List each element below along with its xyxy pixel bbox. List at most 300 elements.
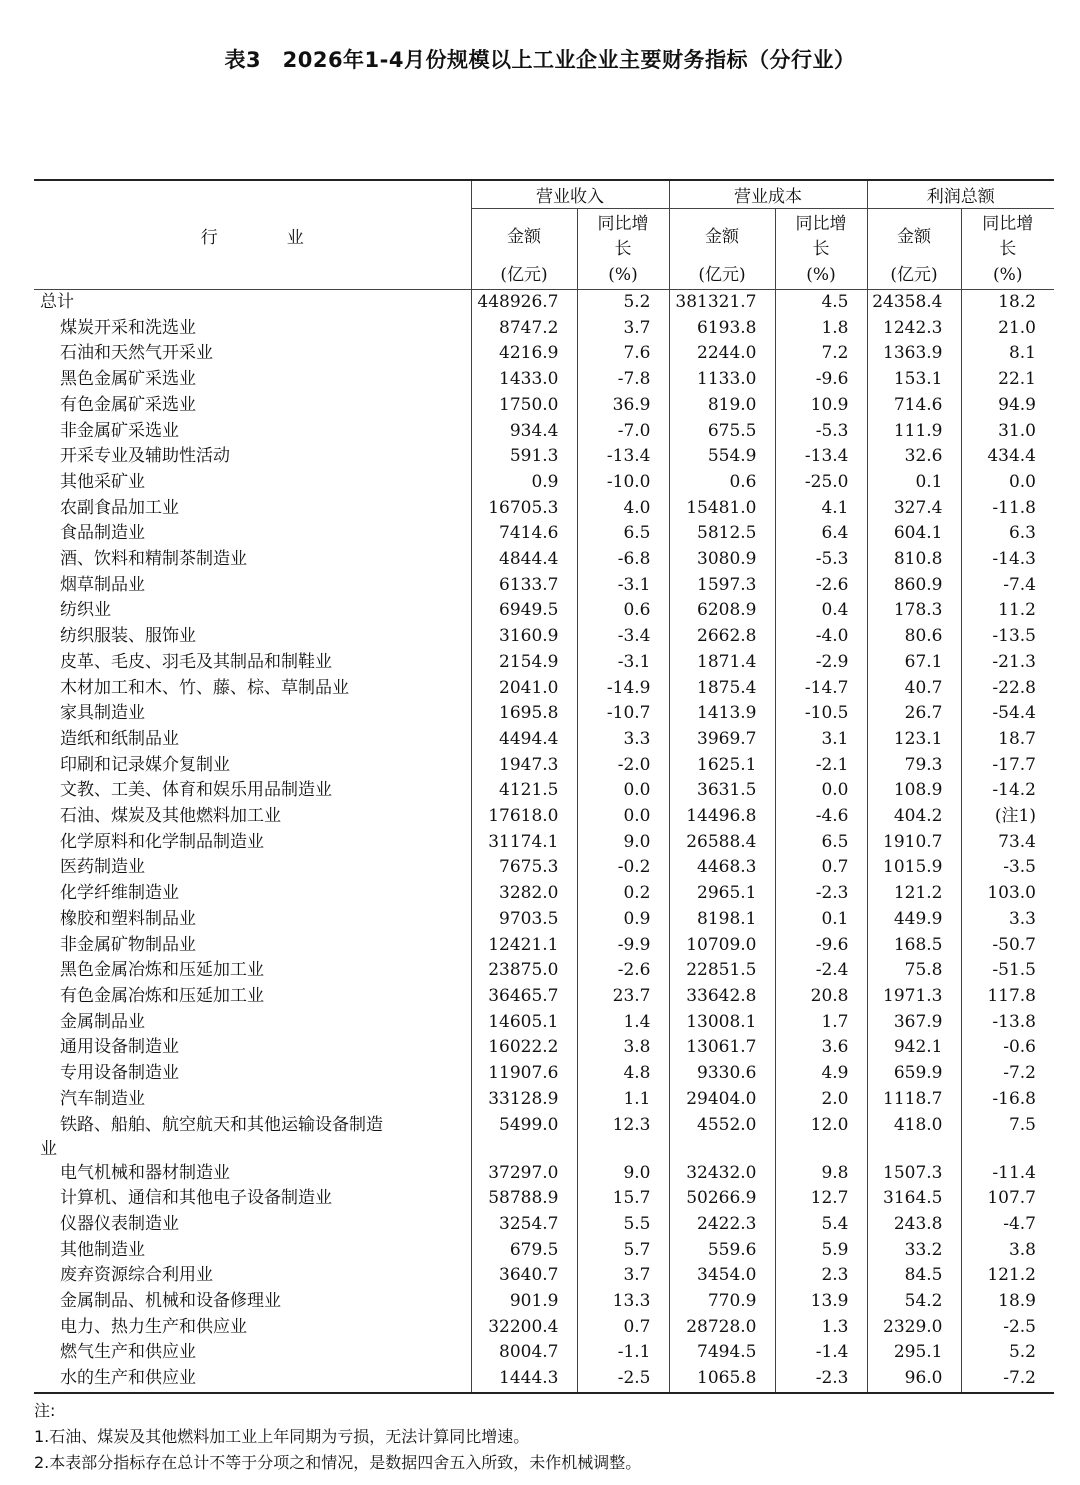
cost-amount-cell: 29404.0: [669, 1087, 775, 1113]
table-row: [34, 547, 1054, 573]
profit-growth-cell: -7.2: [961, 1061, 1054, 1087]
cost-amount-cell: 9330.6: [669, 1061, 775, 1087]
revenue-amount-cell: 8747.2: [471, 316, 577, 342]
profit-growth-cell: -51.5: [961, 958, 1054, 984]
profit-growth-cell: -2.5: [961, 1315, 1054, 1341]
table-row: [34, 933, 1054, 959]
profit-growth-cell: 18.2: [961, 290, 1054, 316]
profit-growth-cell: 0.0: [961, 470, 1054, 496]
revenue-amount-cell: 591.3: [471, 444, 577, 470]
cost-growth-cell: -25.0: [775, 470, 867, 496]
table-row: [34, 1366, 1054, 1393]
profit-amount-cell: 243.8: [867, 1212, 961, 1238]
revenue-growth-cell: -9.9: [577, 933, 669, 959]
cost-amount-cell: 2662.8: [669, 624, 775, 650]
table-row: [34, 650, 1054, 676]
profit-growth-cell: 73.4: [961, 830, 1054, 856]
industry-name: 铁路、船舶、航空航天和其他运输设备制造 业: [40, 1114, 383, 1159]
table-row: [34, 958, 1054, 984]
cost-amount-cell: 1871.4: [669, 650, 775, 676]
profit-amount-cell: 2329.0: [867, 1315, 961, 1341]
cost-amount-cell: 50266.9: [669, 1186, 775, 1212]
profit-growth-cell: -22.8: [961, 676, 1054, 702]
revenue-amount-cell: 4121.5: [471, 778, 577, 804]
table-row: [34, 1212, 1054, 1238]
profit-amount-cell: 24358.4: [867, 290, 961, 316]
revenue-amount-cell: 32200.4: [471, 1315, 577, 1341]
profit-amount-cell: 168.5: [867, 933, 961, 959]
cost-growth-cell: 6.4: [775, 521, 867, 547]
cost-growth-cell: 4.5: [775, 290, 867, 316]
cost-amount-cell: 1065.8: [669, 1366, 775, 1393]
profit-amount-cell: 79.3: [867, 753, 961, 779]
profit-growth-cell: 107.7: [961, 1186, 1054, 1212]
revenue-growth-cell: -2.6: [577, 958, 669, 984]
revenue-growth-cell: -1.1: [577, 1340, 669, 1366]
revenue-amount-cell: 6949.5: [471, 598, 577, 624]
industry-name: 家具制造业: [60, 703, 145, 724]
profit-growth-cell: -16.8: [961, 1087, 1054, 1113]
industry-header: 行 业: [34, 180, 471, 290]
industry-name: 非金属矿采选业: [60, 420, 179, 441]
industry-name: 金属制品、机械和设备修理业: [60, 1291, 281, 1312]
revenue-amount-cell: 901.9: [471, 1289, 577, 1315]
cost-growth-cell: -9.6: [775, 933, 867, 959]
revenue-growth-cell: -10.0: [577, 470, 669, 496]
table-row: [34, 341, 1054, 367]
revenue-growth-cell: -10.7: [577, 701, 669, 727]
industry-name: 农副食品加工业: [60, 497, 179, 518]
profit-amount-cell: 33.2: [867, 1238, 961, 1264]
table-row: [34, 1289, 1054, 1315]
table-row: [34, 881, 1054, 907]
revenue-growth-cell: 6.5: [577, 521, 669, 547]
industry-name: 烟草制品业: [60, 574, 145, 595]
profit-amount-cell: 123.1: [867, 727, 961, 753]
table-title: 表3 2026年1-4月份规模以上工业企业主要财务指标（分行业）: [224, 48, 856, 72]
cost-amount-cell: 554.9: [669, 444, 775, 470]
revenue-amount-cell: 16022.2: [471, 1035, 577, 1061]
table-row: [34, 470, 1054, 496]
profit-growth-header: 同比增 长 (%): [961, 209, 1054, 290]
cost-growth-cell: -5.3: [775, 419, 867, 445]
revenue-growth-cell: 4.0: [577, 496, 669, 522]
profit-amount-cell: 1910.7: [867, 830, 961, 856]
profit-growth-cell: 3.3: [961, 907, 1054, 933]
profit-growth-cell: -0.6: [961, 1035, 1054, 1061]
cost-amount-cell: 13061.7: [669, 1035, 775, 1061]
revenue-amount-cell: 1433.0: [471, 367, 577, 393]
profit-growth-cell: -11.4: [961, 1161, 1054, 1187]
profit-growth-cell: -21.3: [961, 650, 1054, 676]
cost-amount-cell: 14496.8: [669, 804, 775, 830]
table-row: [34, 778, 1054, 804]
industry-name: 燃气生产和供应业: [60, 1342, 196, 1363]
profit-growth-cell: -13.5: [961, 624, 1054, 650]
profit-growth-cell: 11.2: [961, 598, 1054, 624]
cost-amount-cell: 10709.0: [669, 933, 775, 959]
revenue-amount-header: 金额 (亿元): [471, 209, 577, 290]
profit-growth-cell: -14.2: [961, 778, 1054, 804]
profit-amount-cell: 26.7: [867, 701, 961, 727]
table-row: [34, 624, 1054, 650]
revenue-amount-cell: 934.4: [471, 419, 577, 445]
cost-growth-cell: 0.1: [775, 907, 867, 933]
industry-name: 计算机、通信和其他电子设备制造业: [60, 1188, 332, 1209]
footnote-1: 1.石油、煤炭及其他燃料加工业上年同期为亏损，无法计算同比增速。: [34, 1427, 530, 1446]
table-row: [34, 496, 1054, 522]
cost-amount-cell: 4468.3: [669, 855, 775, 881]
industry-name: 金属制品业: [60, 1011, 145, 1032]
revenue-amount-cell: 36465.7: [471, 984, 577, 1010]
cost-growth-header: 同比增 长 (%): [775, 209, 867, 290]
profit-growth-cell: -50.7: [961, 933, 1054, 959]
industry-name: 水的生产和供应业: [34, 1366, 471, 1393]
revenue-growth-cell: 0.7: [577, 1315, 669, 1341]
table-row: [34, 1061, 1054, 1087]
revenue-amount-cell: 14605.1: [471, 1010, 577, 1036]
revenue-amount-cell: 33128.9: [471, 1087, 577, 1113]
cost-growth-cell: -14.7: [775, 676, 867, 702]
cost-growth-cell: 4.9: [775, 1061, 867, 1087]
footnote-2: 2.本表部分指标存在总计不等于分项之和情况，是数据四舍五入所致，未作机械调整。: [34, 1453, 642, 1472]
cost-growth-cell: -2.1: [775, 753, 867, 779]
revenue-amount-cell: 1695.8: [471, 701, 577, 727]
cost-amount-cell: 1597.3: [669, 573, 775, 599]
industry-name: 纺织服装、服饰业: [60, 626, 196, 647]
revenue-amount-cell: 5499.0: [471, 1113, 577, 1161]
cost-growth-cell: 1.7: [775, 1010, 867, 1036]
revenue-amount-cell: 4216.9: [471, 341, 577, 367]
profit-growth-cell: -4.7: [961, 1212, 1054, 1238]
revenue-growth-cell: 23.7: [577, 984, 669, 1010]
revenue-growth-cell: 0.0: [577, 778, 669, 804]
cost-growth-cell: -5.3: [775, 547, 867, 573]
table-row: [34, 676, 1054, 702]
industry-name: 化学原料和化学制品制造业: [60, 831, 264, 852]
industry-name: 食品制造业: [60, 523, 145, 544]
revenue-amount-cell: 8004.7: [471, 1340, 577, 1366]
revenue-amount-cell: 11907.6: [471, 1061, 577, 1087]
profit-amount-cell: 121.2: [867, 881, 961, 907]
cost-amount-cell: 2244.0: [669, 341, 775, 367]
cost-amount-cell: 28728.0: [669, 1315, 775, 1341]
industry-name: 橡胶和塑料制品业: [60, 908, 196, 929]
revenue-growth-cell: 1.1: [577, 1087, 669, 1113]
table-body: [34, 290, 1054, 1393]
cost-amount-cell: 2965.1: [669, 881, 775, 907]
industry-name: 医药制造业: [60, 857, 145, 878]
cost-group-header: 营业成本: [669, 180, 867, 209]
profit-amount-cell: 659.9: [867, 1061, 961, 1087]
profit-amount-cell: 153.1: [867, 367, 961, 393]
profit-growth-cell: 8.1: [961, 341, 1054, 367]
revenue-amount-cell: 3640.7: [471, 1263, 577, 1289]
cost-amount-cell: 381321.7: [669, 290, 775, 316]
profit-amount-cell: 80.6: [867, 624, 961, 650]
table-row: [34, 393, 1054, 419]
profit-amount-cell: 860.9: [867, 573, 961, 599]
cost-amount-cell: 5812.5: [669, 521, 775, 547]
cost-growth-cell: 9.8: [775, 1161, 867, 1187]
table-row: [34, 907, 1054, 933]
revenue-growth-cell: 36.9: [577, 393, 669, 419]
cost-growth-cell: -2.4: [775, 958, 867, 984]
profit-amount-cell: 1363.9: [867, 341, 961, 367]
cost-growth-cell: -2.3: [775, 1366, 867, 1393]
profit-amount-cell: 714.6: [867, 393, 961, 419]
revenue-growth-cell: -3.1: [577, 573, 669, 599]
revenue-amount-cell: 448926.7: [471, 290, 577, 316]
table-row: [34, 1010, 1054, 1036]
revenue-growth-cell: 0.9: [577, 907, 669, 933]
profit-amount-cell: 295.1: [867, 1340, 961, 1366]
profit-amount-cell: 54.2: [867, 1289, 961, 1315]
profit-growth-cell: 5.2: [961, 1340, 1054, 1366]
profit-amount-cell: 404.2: [867, 804, 961, 830]
cost-growth-cell: 5.4: [775, 1212, 867, 1238]
cost-growth-cell: 10.9: [775, 393, 867, 419]
industry-name: 纺织业: [60, 600, 111, 621]
revenue-growth-cell: 15.7: [577, 1186, 669, 1212]
cost-amount-cell: 1413.9: [669, 701, 775, 727]
table-row: [34, 290, 1054, 316]
revenue-amount-cell: 679.5: [471, 1238, 577, 1264]
cost-amount-cell: 559.6: [669, 1238, 775, 1264]
revenue-growth-cell: 13.3: [577, 1289, 669, 1315]
cost-amount-cell: 15481.0: [669, 496, 775, 522]
table-row: [34, 444, 1054, 470]
industry-name: 有色金属冶炼和压延加工业: [60, 985, 264, 1006]
industry-name: 化学纤维制造业: [60, 883, 179, 904]
table-row: [34, 598, 1054, 624]
table-row: [34, 573, 1054, 599]
revenue-amount-cell: 1444.3: [471, 1366, 577, 1393]
cost-growth-cell: 4.1: [775, 496, 867, 522]
revenue-amount-cell: 7675.3: [471, 855, 577, 881]
revenue-amount-cell: 23875.0: [471, 958, 577, 984]
profit-amount-cell: 1507.3: [867, 1161, 961, 1187]
table-row: [34, 1263, 1054, 1289]
cost-amount-cell: 8198.1: [669, 907, 775, 933]
profit-amount-cell: 604.1: [867, 521, 961, 547]
revenue-growth-cell: 0.6: [577, 598, 669, 624]
cost-growth-cell: 0.7: [775, 855, 867, 881]
profit-amount-cell: 1118.7: [867, 1087, 961, 1113]
revenue-growth-cell: 3.7: [577, 316, 669, 342]
cost-growth-cell: -10.5: [775, 701, 867, 727]
revenue-amount-cell: 2154.9: [471, 650, 577, 676]
profit-amount-cell: 327.4: [867, 496, 961, 522]
cost-amount-cell: 33642.8: [669, 984, 775, 1010]
revenue-amount-cell: 37297.0: [471, 1161, 577, 1187]
industry-name: 黑色金属冶炼和压延加工业: [60, 960, 264, 981]
profit-growth-cell: -14.3: [961, 547, 1054, 573]
revenue-growth-cell: 3.7: [577, 1263, 669, 1289]
profit-growth-cell: 18.7: [961, 727, 1054, 753]
revenue-growth-cell: 1.4: [577, 1010, 669, 1036]
industry-name: 煤炭开采和洗选业: [60, 317, 196, 338]
revenue-growth-cell: -3.1: [577, 650, 669, 676]
table-row: [34, 727, 1054, 753]
revenue-amount-cell: 1750.0: [471, 393, 577, 419]
industry-name: 石油和天然气开采业: [60, 343, 213, 364]
industry-name: 仪器仪表制造业: [60, 1213, 179, 1234]
revenue-amount-cell: 17618.0: [471, 804, 577, 830]
revenue-amount-cell: 31174.1: [471, 830, 577, 856]
profit-amount-cell: 449.9: [867, 907, 961, 933]
footnote-label: 注:: [34, 1401, 56, 1420]
revenue-growth-cell: 5.2: [577, 290, 669, 316]
table-row: [34, 804, 1054, 830]
industry-name: 造纸和纸制品业: [60, 728, 179, 749]
profit-amount-cell: 1242.3: [867, 316, 961, 342]
profit-amount-cell: 810.8: [867, 547, 961, 573]
profit-amount-cell: 418.0: [867, 1113, 961, 1161]
revenue-amount-cell: 4844.4: [471, 547, 577, 573]
cost-growth-cell: 3.6: [775, 1035, 867, 1061]
table-row: [34, 1087, 1054, 1113]
industry-name: 汽车制造业: [60, 1088, 145, 1109]
revenue-amount-cell: 9703.5: [471, 907, 577, 933]
cost-amount-cell: 3631.5: [669, 778, 775, 804]
revenue-amount-cell: 3282.0: [471, 881, 577, 907]
revenue-amount-cell: 3160.9: [471, 624, 577, 650]
cost-growth-cell: 3.1: [775, 727, 867, 753]
financial-indicators-table: [34, 179, 1054, 1394]
profit-growth-cell: -7.2: [961, 1366, 1054, 1393]
cost-amount-cell: 1875.4: [669, 676, 775, 702]
profit-amount-cell: 67.1: [867, 650, 961, 676]
industry-name: 酒、饮料和精制茶制造业: [60, 549, 247, 570]
revenue-growth-cell: 12.3: [577, 1113, 669, 1161]
revenue-group-header: 营业收入: [471, 180, 669, 209]
cost-growth-cell: 2.0: [775, 1087, 867, 1113]
industry-name: 电力、热力生产和供应业: [60, 1316, 247, 1337]
profit-growth-cell: 18.9: [961, 1289, 1054, 1315]
cost-growth-cell: 7.2: [775, 341, 867, 367]
profit-growth-cell: 94.9: [961, 393, 1054, 419]
revenue-growth-cell: -14.9: [577, 676, 669, 702]
cost-growth-cell: -13.4: [775, 444, 867, 470]
profit-amount-cell: 178.3: [867, 598, 961, 624]
revenue-growth-cell: 5.5: [577, 1212, 669, 1238]
cost-growth-cell: 0.0: [775, 778, 867, 804]
industry-name: 总计: [40, 292, 74, 312]
profit-growth-cell: -3.5: [961, 855, 1054, 881]
revenue-growth-cell: -2.5: [577, 1366, 669, 1393]
industry-name: 木材加工和木、竹、藤、棕、草制品业: [60, 677, 349, 698]
cost-amount-cell: 7494.5: [669, 1340, 775, 1366]
profit-growth-cell: -7.4: [961, 573, 1054, 599]
cost-growth-cell: 12.7: [775, 1186, 867, 1212]
revenue-growth-cell: 4.8: [577, 1061, 669, 1087]
profit-amount-cell: 111.9: [867, 419, 961, 445]
cost-growth-cell: -9.6: [775, 367, 867, 393]
cost-growth-cell: 0.4: [775, 598, 867, 624]
revenue-growth-cell: -3.4: [577, 624, 669, 650]
revenue-growth-cell: 3.8: [577, 1035, 669, 1061]
cost-growth-cell: -2.3: [775, 881, 867, 907]
cost-growth-cell: 5.9: [775, 1238, 867, 1264]
cost-amount-cell: 32432.0: [669, 1161, 775, 1187]
profit-growth-cell: 21.0: [961, 316, 1054, 342]
cost-amount-cell: 13008.1: [669, 1010, 775, 1036]
table-row: [34, 1186, 1054, 1212]
table-row: [34, 830, 1054, 856]
cost-growth-cell: 13.9: [775, 1289, 867, 1315]
revenue-growth-cell: 9.0: [577, 830, 669, 856]
cost-growth-cell: -2.6: [775, 573, 867, 599]
cost-growth-cell: 20.8: [775, 984, 867, 1010]
table-row: [34, 701, 1054, 727]
profit-amount-cell: 1015.9: [867, 855, 961, 881]
profit-growth-cell: 31.0: [961, 419, 1054, 445]
revenue-amount-cell: 3254.7: [471, 1212, 577, 1238]
revenue-amount-cell: 58788.9: [471, 1186, 577, 1212]
cost-growth-cell: -1.4: [775, 1340, 867, 1366]
profit-amount-cell: 942.1: [867, 1035, 961, 1061]
cost-growth-cell: 1.3: [775, 1315, 867, 1341]
profit-amount-cell: 1971.3: [867, 984, 961, 1010]
cost-amount-cell: 6208.9: [669, 598, 775, 624]
table-row: [34, 367, 1054, 393]
revenue-growth-cell: -0.2: [577, 855, 669, 881]
profit-amount-cell: 3164.5: [867, 1186, 961, 1212]
industry-name: 废弃资源综合利用业: [60, 1265, 213, 1286]
industry-name: 皮革、毛皮、羽毛及其制品和制鞋业: [60, 651, 332, 672]
table-row: [34, 1315, 1054, 1341]
cost-amount-cell: 0.6: [669, 470, 775, 496]
cost-growth-cell: -4.0: [775, 624, 867, 650]
revenue-growth-cell: -2.0: [577, 753, 669, 779]
revenue-growth-cell: -7.8: [577, 367, 669, 393]
table-row: [34, 1340, 1054, 1366]
profit-amount-cell: 75.8: [867, 958, 961, 984]
cost-amount-header: 金额 (亿元): [669, 209, 775, 290]
profit-amount-cell: 84.5: [867, 1263, 961, 1289]
table-row: [34, 1035, 1054, 1061]
profit-amount-cell: 40.7: [867, 676, 961, 702]
table-row: [34, 855, 1054, 881]
industry-name: 石油、煤炭及其他燃料加工业: [60, 806, 281, 827]
profit-growth-cell: 7.5: [961, 1113, 1054, 1161]
industry-name: 电气机械和器材制造业: [60, 1162, 230, 1183]
revenue-growth-cell: 3.3: [577, 727, 669, 753]
industry-name: 文教、工美、体育和娱乐用品制造业: [60, 780, 332, 801]
revenue-amount-cell: 16705.3: [471, 496, 577, 522]
industry-name: 印刷和记录媒介复制业: [60, 754, 230, 775]
revenue-amount-cell: 6133.7: [471, 573, 577, 599]
table-row: [34, 1113, 1054, 1161]
profit-amount-cell: 108.9: [867, 778, 961, 804]
profit-growth-cell: -54.4: [961, 701, 1054, 727]
cost-amount-cell: 3080.9: [669, 547, 775, 573]
industry-name: 有色金属矿采选业: [60, 394, 196, 415]
profit-growth-cell: 22.1: [961, 367, 1054, 393]
cost-amount-cell: 26588.4: [669, 830, 775, 856]
profit-growth-cell: -13.8: [961, 1010, 1054, 1036]
profit-growth-cell: -17.7: [961, 753, 1054, 779]
cost-amount-cell: 6193.8: [669, 316, 775, 342]
profit-growth-cell: 117.8: [961, 984, 1054, 1010]
profit-growth-cell: 103.0: [961, 881, 1054, 907]
cost-amount-cell: 819.0: [669, 393, 775, 419]
revenue-amount-cell: 12421.1: [471, 933, 577, 959]
cost-amount-cell: 675.5: [669, 419, 775, 445]
cost-amount-cell: 4552.0: [669, 1113, 775, 1161]
cost-amount-cell: 1133.0: [669, 367, 775, 393]
